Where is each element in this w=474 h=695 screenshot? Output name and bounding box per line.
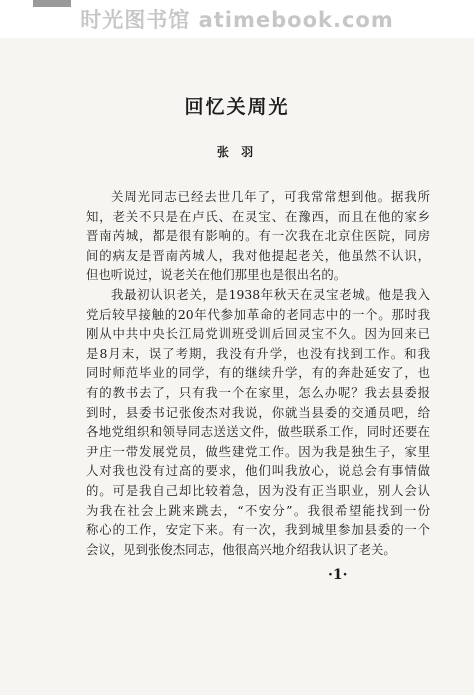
paragraph	[86, 187, 430, 285]
text-line: 刚从中共中央长江局党训班受训后回灵宝不久。因为回来已	[86, 326, 430, 342]
text-line: 会议，见到张俊杰同志，他很高兴地介绍我认识了老关。	[86, 541, 396, 557]
text-line: 各地党组织和领导同志送送文件，做些联系工作，同时还要在	[86, 424, 430, 440]
text-line: 有的教书去了，只有我一个在家里，怎么办呢？我去县委报	[86, 384, 430, 400]
text-line: 我最初认识老关，是1938年秋天在灵宝老城。他是我入	[111, 286, 430, 302]
paragraph	[86, 285, 430, 559]
text-line: 是8月末，误了考期，我没有升学，也没有找到工作。和我	[86, 345, 430, 361]
page-number: ·1·	[328, 567, 348, 583]
text-line: 关周光同志已经去世几年了，可我常常想到他。据我所	[111, 189, 430, 204]
text-line: 为我在社会上跳来跳去，“不安分”。我很希望能找到一份	[86, 502, 430, 518]
article-body	[86, 187, 430, 559]
text-line: 党后较早接触的20年代参加革命的老同志中的一个。那时我	[86, 306, 430, 322]
text-line: 知，老关不只是在卢氏、在灵宝、在豫西，而且在他的家乡	[86, 208, 430, 224]
article-author: 张 羽	[216, 145, 258, 159]
text-line: 同时师范毕业的同学，有的继续升学，有的奔赴延安了，也	[86, 365, 430, 381]
text-line: 的。可是我自己却比较着急，因为没有正当职业，别人会认	[86, 482, 430, 498]
text-line: 人对我也没有过高的要求，他们叫我放心，说总会有事情做	[86, 463, 430, 479]
watermark-bar	[0, 0, 474, 38]
text-line: 但也听说过，说老关在他们那里也是很出名的。	[86, 267, 347, 283]
text-line: 称心的工作，安定下来。有一次，我到城里参加县委的一个	[86, 522, 430, 538]
text-line: 尹庄一带发展党员，做些建党工作。因为我是独生子，家里	[86, 443, 430, 459]
text-line: 晋南芮城，都是很有影响的。有一次我在北京住医院，同房	[86, 228, 430, 244]
text-line: 到时，县委书记张俊杰对我说，你就当县委的交通员吧，给	[86, 404, 430, 420]
text-line: 间的病友是晋南芮城人，我对他提起老关，他虽然不认识，	[86, 247, 430, 263]
site-watermark: 时光图书馆 atimebook.com	[80, 8, 394, 32]
article-title: 回忆关周光	[184, 96, 290, 118]
